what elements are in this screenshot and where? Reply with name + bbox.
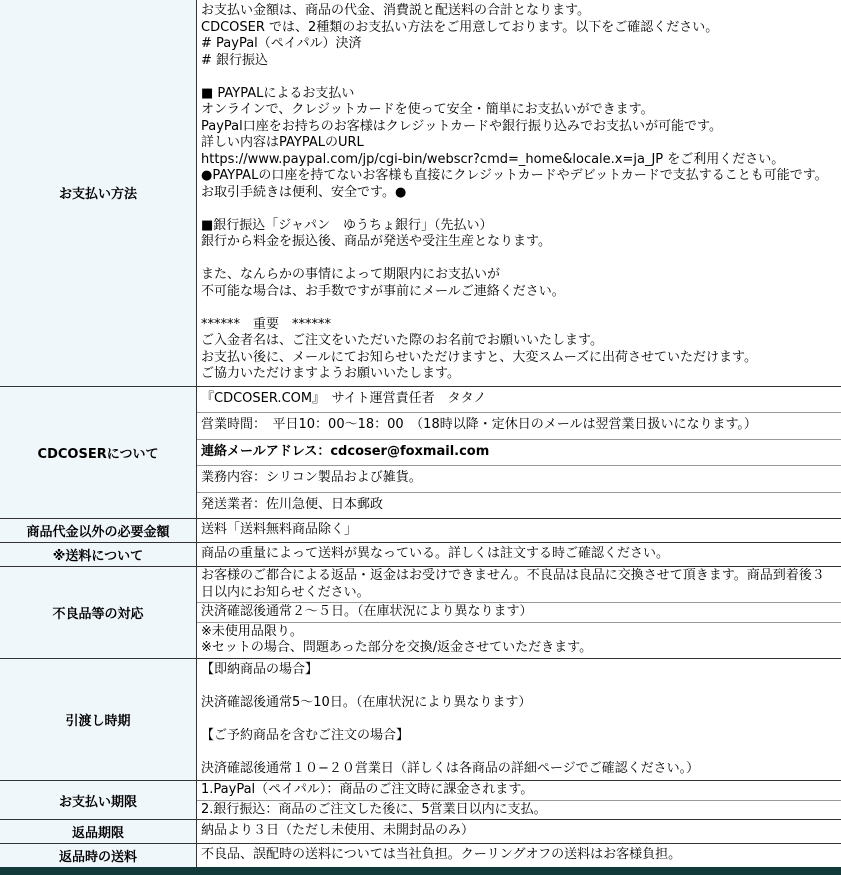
text-line: 商品の重量によって送料が異なっている。詳しくは註文する時ご確認ください。 [201,546,670,561]
table-row [0,0,841,386]
text-line: 決済確認後通常１０−２０営業日（詳しくは各商品の詳細ページでご確認ください。） [201,760,700,776]
text-line: 不可能な場合は、お手数ですが事前にメールご連絡ください。 [201,283,565,299]
row-content [197,659,841,781]
text-line: オンラインで、クレジットカードを使って安全・簡単にお支払いができます。 [201,102,654,117]
row-header: CDCOSERについて [0,387,197,519]
text-line: 営業時間： 平日10：00〜18：00 （18時以降・定休日のメールは翌営業日扱いになります。） [201,417,757,432]
section [197,844,841,867]
text-line: ご協力いただけますようお願いいたします。 [201,366,460,381]
footer-bar [0,867,841,875]
table-row [0,658,841,781]
section [197,519,841,542]
row-header: ※送料について [0,543,197,566]
table-row [0,843,841,867]
row-header: お支払い方法 [0,0,197,386]
table-row [0,819,841,843]
text-line: ●PAYPALの口座を持てないお客様も直接にクレジットカードやデビットカードで支払することも可能です。 [201,168,828,183]
text-line [201,300,837,317]
row-header: 返品時の送料 [0,844,197,867]
section [197,567,841,603]
text-line: ■銀行振込「ジャパン ゆうちょ銀行」（先払い） [201,217,493,233]
text-line [201,69,837,86]
text-line: ※未使用品限り。 [201,623,303,639]
row-content [197,0,841,386]
row-header: 返品期限 [0,820,197,843]
section [197,543,841,566]
row-content [197,844,841,867]
text-line [201,251,837,268]
section [197,387,841,414]
text-line: https://www.paypal.com/jp/cgi-bin/webscr?cmd=_home&locale.x=ja_JP をご利用ください。 [201,151,785,167]
text-line [201,711,837,728]
text-line: 発送業者：佐川急便、日本郵政 [201,496,384,512]
text-line: ご入金者名は、ご注文をいただいた際のお名前でお願いいたします。 [201,333,603,348]
text-line: ※セットの場合、問題あった部分を交換/返金させていただきます。 [201,640,593,655]
section [197,603,841,623]
text-line: CDCOSER では、2種類のお支払い方法をご用意しております。以下をご確認ください。 [201,19,719,35]
text-line: 連絡メールアドレス：cdcoser@foxmail.com [201,443,490,459]
row-header: 引渡し時期 [0,659,197,781]
section [197,413,841,440]
text-line: 送料「送料無料商品除く」 [201,522,358,537]
section [197,820,841,843]
text-line: 決済確認後通常２〜５日。（在庫状況により異なります） [201,604,533,619]
row-content [197,387,841,519]
text-line: 『CDCOSER.COM』 サイト運営責任者 タタノ [201,390,487,406]
row-content [197,543,841,566]
section [197,466,841,493]
table-row [0,542,841,566]
table-row [0,780,841,819]
section [197,801,841,820]
text-line: 【ご予約商品を含むご注文の場合】 [201,727,410,743]
text-line: # PayPal（ペイパル）決済 [201,36,362,51]
table-row [0,386,841,519]
row-content [197,781,841,819]
section [197,440,841,467]
text-line: お取引手続きは便利、安全です。● [201,184,407,200]
text-line: 決済確認後通常5〜10日。（在庫状況により異なります） [201,694,532,710]
section [197,781,841,801]
text-line: ■ PAYPALによるお支払い [201,85,355,101]
text-line [201,744,837,761]
section [197,0,841,386]
text-line: 不良品、誤配時の送料については当社負担。クーリングオフの送料はお客様負担。 [201,847,682,862]
text-line: 2.銀行振込：商品のご注文した後に、5営業日以内に支払。 [201,801,547,817]
text-line: 【即納商品の場合】 [201,661,319,677]
text-line: 納品より３日（ただし未使用、未開封品のみ） [201,823,475,838]
text-line: 詳しい内容はPAYPALのURL [201,135,364,150]
section [197,659,841,781]
row-header: お支払い期限 [0,781,197,819]
text-line: ****** 重要 ****** [201,316,332,332]
text-line: 業務内容：シリコン製品および雑貨。 [201,470,422,485]
text-line: また、なんらかの事情によって期限内にお支払いが [201,267,501,282]
text-line: お支払い金額は、商品の代金、消費説と配送料の合計となります。 [201,3,590,18]
table-row [0,566,841,658]
text-line: # 銀行振込 [201,52,269,68]
text-line: 1.PayPal（ペイパル）：商品のご注文時に課金されます。 [201,782,534,797]
row-content [197,519,841,542]
table-row [0,518,841,542]
row-content [197,567,841,658]
text-line: 銀行から料金を振込後、商品が発送や受注生産となります。 [201,234,551,249]
section [197,493,841,519]
row-header: 商品代金以外の必要金額 [0,519,197,542]
text-line [201,201,837,218]
text-line [201,678,837,695]
row-content [197,820,841,843]
row-header: 不良品等の対応 [0,567,197,658]
text-line: お客様のご都合による返品・返金はお受けできません。不良品は良品に交換させて頂きます。商品到着後３日以内にお知らせください。 [201,568,825,600]
text-line: お支払い後に、メールにてお知らせいただけますと、大変スムーズに出荷させていただけます。 [201,349,758,365]
section [197,623,841,658]
text-line: PayPal口座をお持ちのお客様はクレジットカードや銀行振り込みでお支払いが可能です。 [201,118,722,134]
